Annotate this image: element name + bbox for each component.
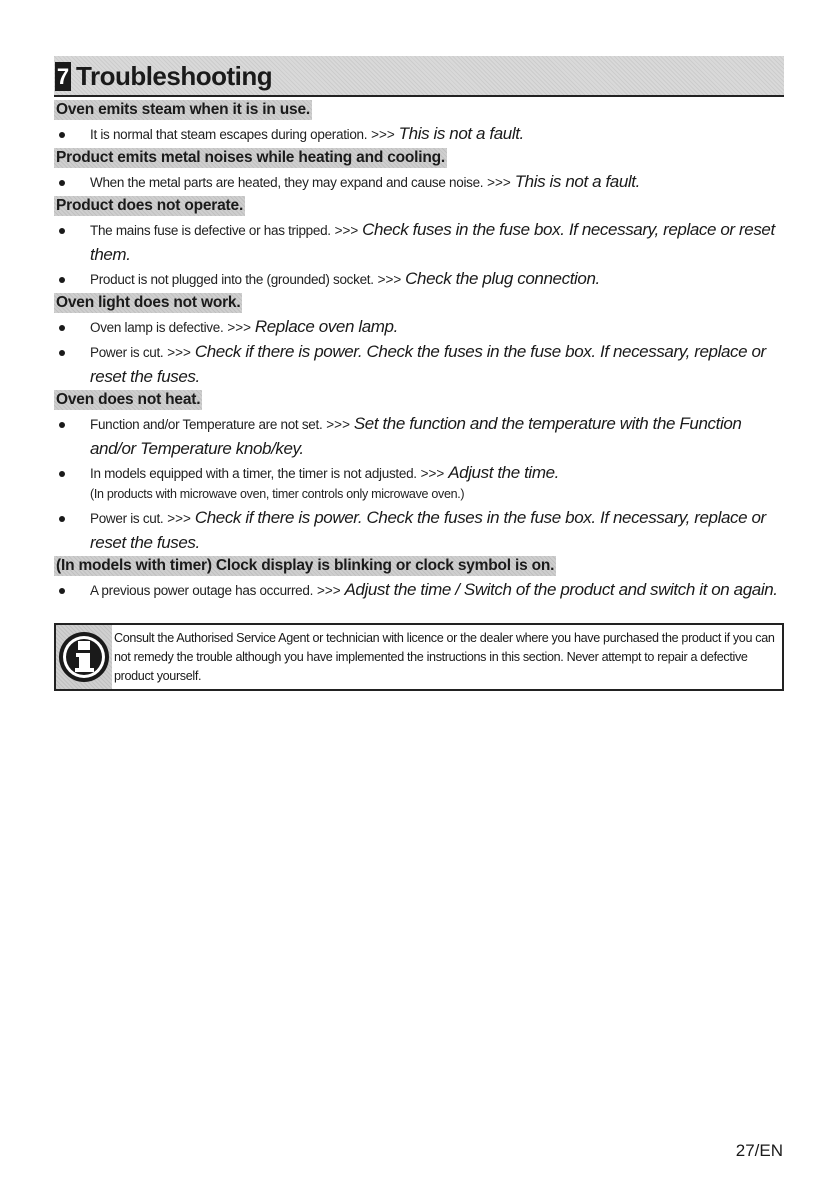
cause-text: Power is cut. bbox=[90, 511, 164, 526]
list-item bbox=[54, 340, 786, 389]
arrow-marker: >>> bbox=[377, 272, 402, 287]
cause-text: The mains fuse is defective or has tripped. bbox=[90, 223, 331, 238]
list-item bbox=[54, 315, 786, 340]
remedy-text: Check fuses in the fuse box. If necessary, replace or reset them. bbox=[90, 220, 775, 264]
list-item bbox=[54, 122, 786, 147]
cause-text: Product is not plugged into the (grounded) socket. bbox=[90, 272, 374, 287]
list-item bbox=[54, 461, 786, 486]
remedy-text: This is not a fault. bbox=[514, 172, 640, 191]
section-heading: Oven light does not work. bbox=[56, 294, 241, 311]
list-item bbox=[54, 412, 786, 461]
cause-text: When the metal parts are heated, they may expand and cause noise. bbox=[90, 175, 484, 190]
arrow-marker: >>> bbox=[316, 583, 341, 598]
remedy-text: Check if there is power. Check the fuses in the fuse box. If necessary, replace or reset the fuses. bbox=[90, 342, 766, 386]
chapter-number: 7 bbox=[56, 64, 70, 89]
remedy-text: Check the plug connection. bbox=[405, 269, 600, 288]
list-item bbox=[54, 267, 786, 292]
remedy-text: Check if there is power. Check the fuses in the fuse box. If necessary, replace or reset the fuses. bbox=[90, 508, 766, 552]
arrow-marker: >>> bbox=[167, 345, 191, 360]
info-text: Consult the Authorised Service Agent or technician with licence or the dealer where you have purchased the product if you can not remedy the trouble although you have implemented the instructions in this section. Never attempt to repair a defective product yourself. bbox=[114, 631, 775, 683]
section-heading: Oven does not heat. bbox=[56, 391, 201, 408]
arrow-marker: >>> bbox=[227, 320, 251, 335]
remedy-text: Replace oven lamp. bbox=[254, 317, 398, 336]
chapter-title-bar bbox=[54, 56, 784, 97]
arrow-marker: >>> bbox=[371, 127, 395, 142]
arrow-marker: >>> bbox=[420, 466, 445, 481]
section-heading: Product emits metal noises while heating and cooling. bbox=[56, 149, 446, 166]
remedy-text: Adjust the time. bbox=[448, 463, 559, 482]
section-heading: (In models with timer) Clock display is blinking or clock symbol is on. bbox=[56, 557, 555, 574]
arrow-marker: >>> bbox=[334, 223, 359, 238]
list-item bbox=[54, 218, 786, 267]
arrow-marker: >>> bbox=[487, 175, 511, 190]
list-item bbox=[54, 506, 786, 555]
section-heading: Product does not operate. bbox=[56, 197, 244, 214]
cause-text: It is normal that steam escapes during operation. bbox=[90, 127, 368, 142]
cause-text: Power is cut. bbox=[90, 345, 164, 360]
cause-text: In models equipped with a timer, the timer is not adjusted. bbox=[90, 466, 417, 481]
arrow-marker: >>> bbox=[167, 511, 191, 526]
cause-text: Function and/or Temperature are not set. bbox=[90, 417, 323, 432]
list-item bbox=[54, 578, 786, 603]
chapter-title: Troubleshooting bbox=[76, 61, 273, 91]
remedy-text: This is not a fault. bbox=[398, 124, 524, 143]
info-icon bbox=[56, 625, 112, 689]
remedy-text: Set the function and the temperature with the Function and/or Temperature knob/key. bbox=[90, 414, 742, 458]
list-item bbox=[54, 170, 786, 195]
cause-text: Oven lamp is defective. bbox=[90, 320, 224, 335]
arrow-marker: >>> bbox=[326, 417, 350, 432]
info-notice bbox=[54, 623, 784, 691]
cause-text: A previous power outage has occurred. bbox=[90, 583, 314, 598]
page-number: 27/EN bbox=[735, 1141, 783, 1160]
remedy-text: Adjust the time / Switch of the product and switch it on again. bbox=[344, 580, 778, 599]
section-heading: Oven emits steam when it is in use. bbox=[56, 101, 311, 118]
troubleshooting-content bbox=[54, 99, 786, 603]
item-note: (In products with microwave oven, timer controls only microwave oven.) bbox=[90, 487, 465, 501]
